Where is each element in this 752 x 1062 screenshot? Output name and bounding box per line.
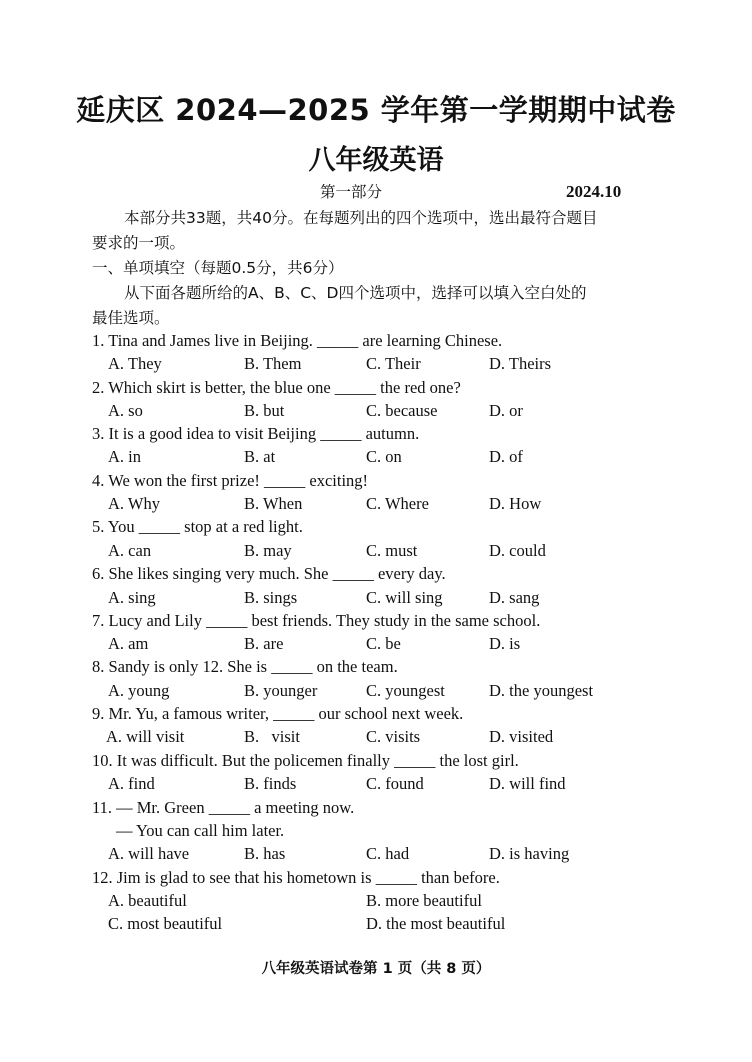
option-a: A. sing: [108, 588, 156, 607]
exam-title: 延庆区 2024—2025 学年第一学期期中试卷: [76, 93, 676, 127]
option-a: A. am: [108, 634, 149, 653]
part-label: 第一部分: [320, 183, 383, 201]
option-c: C. because: [366, 401, 438, 420]
option-c: C. visits: [366, 727, 421, 746]
option-d: D. could: [489, 541, 546, 560]
question-stem: 2. Which skirt is better, the blue one _____ the red one?: [92, 378, 461, 397]
option-d: D. or: [489, 401, 523, 420]
question-stem: 7. Lucy and Lily _____ best friends. They study in the same school.: [92, 611, 541, 630]
option-a: A. They: [108, 354, 162, 373]
option-c: C. youngest: [366, 681, 445, 700]
option-c: C. Their: [366, 354, 421, 373]
option-a: A. can: [108, 541, 152, 560]
question-stem: 11. — Mr. Green _____ a meeting now.: [92, 798, 355, 817]
option-d: D. visited: [489, 727, 554, 746]
option-b: B. sings: [244, 588, 298, 607]
option-c: C. be: [366, 634, 401, 653]
option-c: C. most beautiful: [108, 914, 223, 933]
option-c: C. Where: [366, 494, 429, 513]
question-stem: 8. Sandy is only 12. She is _____ on the team.: [92, 657, 398, 676]
exam-subtitle: 八年级英语: [308, 145, 444, 176]
option-a: A. so: [108, 401, 143, 420]
option-c: C. must: [366, 541, 418, 560]
question-stem: 6. She likes singing very much. She _____ every day.: [92, 564, 446, 583]
option-b: B. younger: [244, 681, 318, 700]
option-b: B. finds: [244, 774, 297, 793]
option-b: B. are: [244, 634, 284, 653]
option-b: B. may: [244, 541, 292, 560]
option-d: D. of: [489, 447, 523, 466]
section-instruction-1: 从下面各题所给的A、B、C、D四个选项中，选择可以填入空白处的: [124, 284, 587, 302]
question-stem: 12. Jim is glad to see that his hometown is _____ than before.: [92, 868, 500, 887]
question-stem: 5. You _____ stop at a red light.: [92, 517, 303, 536]
option-a: A. find: [108, 774, 155, 793]
option-a: A. will have: [108, 844, 190, 863]
option-c: C. will sing: [366, 588, 443, 607]
option-a: A. will visit: [106, 727, 185, 746]
option-d: D. is: [489, 634, 521, 653]
section-heading: 一、单项填空（每题0.5分，共6分）: [92, 259, 344, 277]
intro-line-2: 要求的一项。: [92, 234, 186, 252]
question-stem: 4. We won the first prize! _____ exciting!: [92, 471, 369, 490]
option-b: B. but: [244, 401, 285, 420]
option-c: C. on: [366, 447, 402, 466]
option-c: C. found: [366, 774, 424, 793]
option-d: D. will find: [489, 774, 566, 793]
option-b: B. Them: [244, 354, 302, 373]
page-footer: 八年级英语试卷第 1 页（共 8 页）: [261, 961, 491, 977]
option-d: D. is having: [489, 844, 570, 863]
option-b: B. When: [244, 494, 303, 513]
option-b: B. visit: [244, 727, 300, 746]
question-stem: 9. Mr. Yu, a famous writer, _____ our school next week.: [92, 704, 464, 723]
question-stem: 1. Tina and James live in Beijing. _____ are learning Chinese.: [92, 331, 503, 350]
section-instruction-2: 最佳选项。: [92, 309, 170, 327]
option-d: D. sang: [489, 588, 540, 607]
option-a: A. in: [108, 447, 141, 466]
option-d: D. the most beautiful: [366, 914, 506, 933]
question-stem-reply: — You can call him later.: [116, 821, 285, 840]
question-stem: 3. It is a good idea to visit Beijing _____ autumn.: [92, 424, 420, 443]
option-a: A. young: [108, 681, 170, 700]
option-b: B. more beautiful: [366, 891, 482, 910]
question-stem: 10. It was difficult. But the policemen finally _____ the lost girl.: [92, 751, 519, 770]
option-d: D. How: [489, 494, 542, 513]
option-d: D. the youngest: [489, 681, 594, 700]
option-a: A. Why: [108, 494, 160, 513]
option-b: B. at: [244, 447, 276, 466]
exam-date: 2024.10: [566, 182, 622, 201]
option-c: C. had: [366, 844, 410, 863]
option-d: D. Theirs: [489, 354, 552, 373]
option-b: B. has: [244, 844, 286, 863]
option-a: A. beautiful: [108, 891, 187, 910]
intro-line-1: 本部分共33题，共40分。在每题列出的四个选项中，选出最符合题目: [124, 209, 598, 227]
